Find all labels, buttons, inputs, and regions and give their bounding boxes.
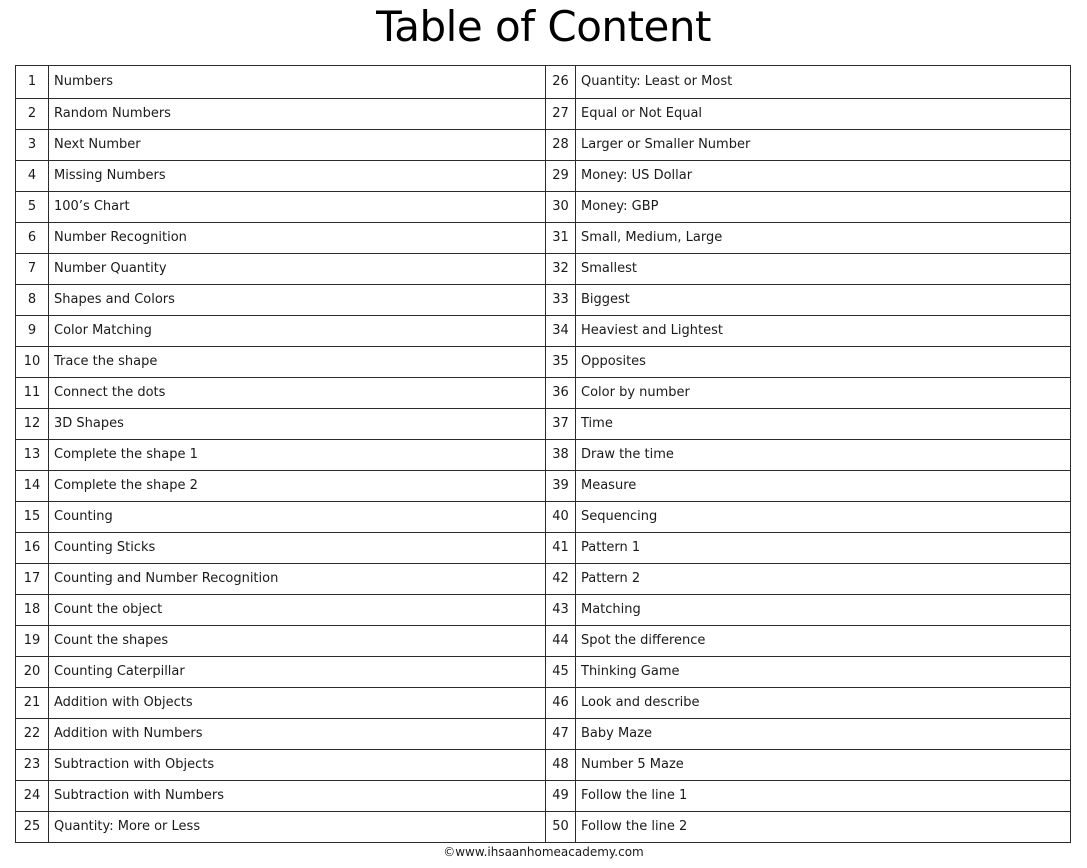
entry-title: Random Numbers	[49, 99, 546, 130]
entry-title: Counting Caterpillar	[49, 657, 546, 688]
table-row	[16, 750, 1071, 781]
entry-number: 14	[16, 471, 49, 502]
entry-number: 39	[546, 471, 576, 502]
entry-title: Pattern 2	[576, 564, 1071, 595]
entry-number: 47	[546, 719, 576, 750]
entry-number: 29	[546, 161, 576, 192]
entry-title: Addition with Objects	[49, 688, 546, 719]
table-row	[16, 378, 1071, 409]
entry-title: Measure	[576, 471, 1071, 502]
entry-title: Thinking Game	[576, 657, 1071, 688]
entry-title: Sequencing	[576, 502, 1071, 533]
entry-title: Complete the shape 1	[49, 440, 546, 471]
table-row	[16, 223, 1071, 254]
table-row	[16, 719, 1071, 750]
entry-title: Numbers	[49, 66, 546, 99]
entry-title: Count the shapes	[49, 626, 546, 657]
entry-title: Baby Maze	[576, 719, 1071, 750]
entry-title: Heaviest and Lightest	[576, 316, 1071, 347]
entry-number: 30	[546, 192, 576, 223]
entry-number: 36	[546, 378, 576, 409]
toc-body	[16, 66, 1071, 843]
entry-number: 35	[546, 347, 576, 378]
table-row	[16, 812, 1071, 843]
entry-title: Complete the shape 2	[49, 471, 546, 502]
entry-title: Opposites	[576, 347, 1071, 378]
table-row	[16, 471, 1071, 502]
entry-number: 11	[16, 378, 49, 409]
entry-number: 19	[16, 626, 49, 657]
entry-number: 18	[16, 595, 49, 626]
entry-title: Spot the difference	[576, 626, 1071, 657]
entry-title: Larger or Smaller Number	[576, 130, 1071, 161]
entry-number: 22	[16, 719, 49, 750]
entry-title: Small, Medium, Large	[576, 223, 1071, 254]
table-row	[16, 161, 1071, 192]
table-row	[16, 502, 1071, 533]
entry-number: 25	[16, 812, 49, 843]
entry-number: 20	[16, 657, 49, 688]
table-of-contents	[15, 65, 1071, 843]
table-row	[16, 99, 1071, 130]
entry-number: 34	[546, 316, 576, 347]
entry-number: 31	[546, 223, 576, 254]
entry-title: Pattern 1	[576, 533, 1071, 564]
entry-title: Number Quantity	[49, 254, 546, 285]
entry-number: 28	[546, 130, 576, 161]
entry-number: 32	[546, 254, 576, 285]
entry-number: 12	[16, 409, 49, 440]
table-row	[16, 595, 1071, 626]
entry-number: 23	[16, 750, 49, 781]
entry-title: 100’s Chart	[49, 192, 546, 223]
table-row	[16, 66, 1071, 99]
table-row	[16, 192, 1071, 223]
entry-title: Shapes and Colors	[49, 285, 546, 316]
entry-number: 5	[16, 192, 49, 223]
entry-number: 24	[16, 781, 49, 812]
table-row	[16, 440, 1071, 471]
entry-title: Follow the line 2	[576, 812, 1071, 843]
entry-title: Number Recognition	[49, 223, 546, 254]
entry-number: 17	[16, 564, 49, 595]
entry-number: 3	[16, 130, 49, 161]
table-row	[16, 533, 1071, 564]
table-row	[16, 254, 1071, 285]
table-row	[16, 130, 1071, 161]
entry-title: Time	[576, 409, 1071, 440]
table-row	[16, 409, 1071, 440]
entry-title: Next Number	[49, 130, 546, 161]
entry-number: 44	[546, 626, 576, 657]
entry-number: 27	[546, 99, 576, 130]
entry-title: Counting and Number Recognition	[49, 564, 546, 595]
entry-title: Trace the shape	[49, 347, 546, 378]
entry-title: Subtraction with Objects	[49, 750, 546, 781]
table-row	[16, 626, 1071, 657]
entry-number: 40	[546, 502, 576, 533]
entry-number: 48	[546, 750, 576, 781]
entry-title: Counting	[49, 502, 546, 533]
entry-number: 8	[16, 285, 49, 316]
entry-number: 10	[16, 347, 49, 378]
entry-title: Addition with Numbers	[49, 719, 546, 750]
entry-title: Equal or Not Equal	[576, 99, 1071, 130]
entry-number: 21	[16, 688, 49, 719]
entry-title: Biggest	[576, 285, 1071, 316]
page-title: Table of Content	[376, 2, 711, 51]
table-row	[16, 285, 1071, 316]
entry-number: 26	[546, 66, 576, 99]
entry-number: 49	[546, 781, 576, 812]
entry-title: Quantity: Least or Most	[576, 66, 1071, 99]
entry-number: 41	[546, 533, 576, 564]
table-row	[16, 564, 1071, 595]
entry-title: Color by number	[576, 378, 1071, 409]
table-row	[16, 347, 1071, 378]
table-row	[16, 316, 1071, 347]
footer-copyright: ©www.ihsaanhomeacademy.com	[443, 845, 644, 859]
entry-title: Smallest	[576, 254, 1071, 285]
entry-title: Money: GBP	[576, 192, 1071, 223]
entry-title: 3D Shapes	[49, 409, 546, 440]
entry-title: Counting Sticks	[49, 533, 546, 564]
entry-title: Missing Numbers	[49, 161, 546, 192]
entry-title: Money: US Dollar	[576, 161, 1071, 192]
entry-number: 43	[546, 595, 576, 626]
entry-title: Matching	[576, 595, 1071, 626]
entry-title: Connect the dots	[49, 378, 546, 409]
entry-number: 7	[16, 254, 49, 285]
entry-title: Count the object	[49, 595, 546, 626]
entry-number: 9	[16, 316, 49, 347]
table-row	[16, 657, 1071, 688]
entry-number: 4	[16, 161, 49, 192]
entry-title: Subtraction with Numbers	[49, 781, 546, 812]
entry-number: 2	[16, 99, 49, 130]
entry-title: Look and describe	[576, 688, 1071, 719]
entry-number: 33	[546, 285, 576, 316]
entry-title: Number 5 Maze	[576, 750, 1071, 781]
entry-number: 16	[16, 533, 49, 564]
entry-title: Quantity: More or Less	[49, 812, 546, 843]
entry-number: 1	[16, 66, 49, 99]
entry-number: 15	[16, 502, 49, 533]
entry-title: Draw the time	[576, 440, 1071, 471]
entry-number: 50	[546, 812, 576, 843]
entry-number: 13	[16, 440, 49, 471]
entry-number: 46	[546, 688, 576, 719]
table-row	[16, 781, 1071, 812]
entry-title: Follow the line 1	[576, 781, 1071, 812]
entry-number: 38	[546, 440, 576, 471]
entry-title: Color Matching	[49, 316, 546, 347]
entry-number: 42	[546, 564, 576, 595]
entry-number: 37	[546, 409, 576, 440]
entry-number: 6	[16, 223, 49, 254]
table-row	[16, 688, 1071, 719]
entry-number: 45	[546, 657, 576, 688]
